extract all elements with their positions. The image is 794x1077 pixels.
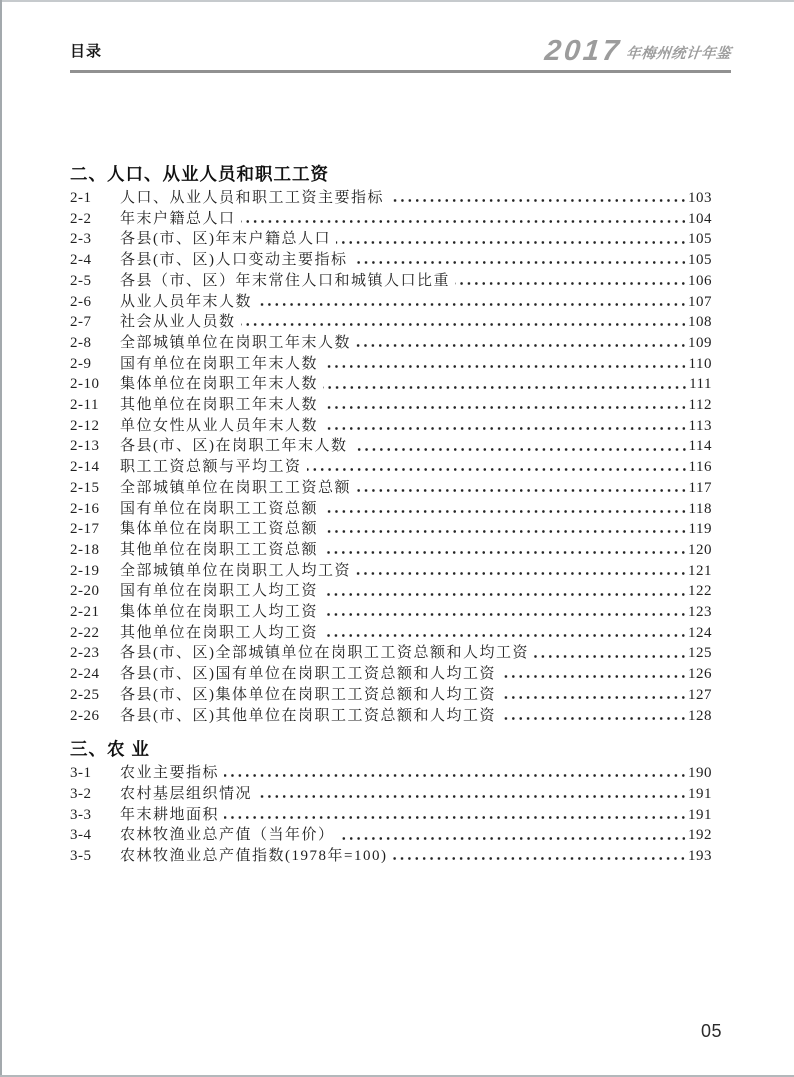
- toc-entry-row: [70, 540, 712, 561]
- toc-section: [70, 739, 712, 867]
- dot-leader-icon: [501, 664, 688, 685]
- entry-title: 集体单位在岗职工人均工资: [120, 604, 319, 621]
- entry-page: 122: [688, 583, 712, 600]
- dot-leader-icon: [336, 229, 688, 250]
- entry-page: 116: [688, 459, 712, 476]
- dot-leader-icon: [224, 763, 688, 784]
- entry-page: 108: [688, 314, 712, 331]
- toc-section: [70, 164, 712, 726]
- toc-entry-row: [70, 416, 712, 437]
- entry-page: 121: [688, 562, 712, 579]
- entry-number: 2-26: [70, 707, 100, 724]
- toc-sections: [70, 164, 712, 867]
- entry-page: 125: [688, 645, 712, 662]
- toc-entry-row: [70, 561, 712, 582]
- entry-title: 从业人员年末人数: [120, 293, 253, 310]
- toc-entry-row: [70, 602, 712, 623]
- entry-title: 其他单位在岗职工工资总额: [120, 541, 319, 558]
- toc-entry-row: [70, 374, 712, 395]
- entry-page: 114: [688, 438, 712, 455]
- yearbook-logo-year: 2017: [543, 35, 624, 67]
- toc-entry-row: [70, 209, 712, 230]
- scan-edge-left: [0, 0, 2, 1077]
- page-number: 05: [701, 1021, 723, 1041]
- dot-leader-icon: [323, 519, 689, 540]
- entry-title: 各县(市、区)国有单位在岗职工工资总额和人均工资: [120, 666, 496, 683]
- entry-page: 191: [688, 806, 712, 823]
- dot-leader-icon: [323, 374, 689, 395]
- entry-title: 农林牧渔业总产值（当年价）: [120, 827, 335, 844]
- toc-entry-row: [70, 333, 712, 354]
- dot-leader-icon: [323, 499, 689, 520]
- section-title: 三、农 业: [70, 739, 150, 760]
- dot-leader-icon: [323, 602, 688, 623]
- dot-leader-icon: [392, 846, 688, 867]
- toc-entry-row: [70, 354, 712, 375]
- dot-leader-icon: [340, 825, 688, 846]
- entry-number: 2-10: [70, 376, 100, 393]
- entry-page: 109: [688, 334, 712, 351]
- dot-leader-icon: [356, 478, 689, 499]
- entry-page: 117: [688, 479, 712, 496]
- entry-number: 2-7: [70, 314, 92, 331]
- entry-title: 职工工资总额与平均工资: [120, 459, 302, 476]
- entry-number: 2-21: [70, 604, 100, 621]
- entry-number: 2-8: [70, 334, 92, 351]
- entry-page: 123: [688, 604, 712, 621]
- toc-entry-row: [70, 664, 712, 685]
- entry-page: 105: [688, 252, 712, 269]
- entry-number: 2-14: [70, 459, 100, 476]
- toc-header-title: 目录: [70, 43, 103, 60]
- yearbook-logo-title: 年梅州统计年鉴: [625, 46, 732, 62]
- dot-leader-icon: [501, 706, 688, 727]
- header-rule: [70, 70, 731, 73]
- entry-number: 2-17: [70, 521, 100, 538]
- entry-page: 119: [688, 521, 712, 538]
- dot-leader-icon: [356, 333, 688, 354]
- dot-leader-icon: [307, 457, 689, 478]
- entry-title: 国有单位在岗职工年末人数: [120, 355, 319, 372]
- toc-entry-row: [70, 623, 712, 644]
- dot-leader-icon: [353, 250, 689, 271]
- entry-title: 社会从业人员数: [120, 314, 236, 331]
- dot-leader-icon: [356, 561, 688, 582]
- entry-title: 农林牧渔业总产值指数(1978年=100): [120, 848, 388, 865]
- entry-page: 127: [688, 686, 712, 703]
- toc-entry-row: [70, 436, 712, 457]
- section-entries: [70, 188, 712, 726]
- toc-entry-row: [70, 250, 712, 271]
- page-header: [70, 35, 732, 67]
- entry-number: 3-4: [70, 827, 92, 844]
- entry-number: 2-9: [70, 355, 92, 372]
- section-title: 二、人口、从业人员和职工工资: [70, 164, 329, 184]
- dot-leader-icon: [389, 188, 688, 209]
- entry-title: 全部城镇单位在岗职工工资总额: [120, 479, 352, 496]
- entry-number: 2-12: [70, 417, 100, 434]
- entry-page: 111: [689, 376, 712, 393]
- entry-title: 各县(市、区)其他单位在岗职工工资总额和人均工资: [120, 707, 496, 724]
- toc-entry-row: [70, 229, 712, 250]
- entry-number: 2-20: [70, 583, 100, 600]
- entry-title: 单位女性从业人员年末人数: [120, 417, 319, 434]
- entry-number: 2-1: [70, 190, 92, 206]
- dot-leader-icon: [323, 354, 689, 375]
- entry-title: 国有单位在岗职工人均工资: [120, 583, 319, 600]
- dot-leader-icon: [323, 623, 688, 644]
- toc-entry-row: [70, 271, 712, 292]
- toc-entry-row: [70, 499, 712, 520]
- entry-page: 120: [688, 541, 712, 558]
- entry-number: 2-19: [70, 562, 100, 579]
- entry-page: 112: [688, 397, 712, 414]
- entry-title: 集体单位在岗职工工资总额: [120, 521, 319, 538]
- entry-number: 2-5: [70, 272, 92, 289]
- section-entries: [70, 763, 712, 867]
- entry-number: 2-4: [70, 252, 92, 269]
- toc-entry-row: [70, 478, 712, 499]
- entry-number: 2-16: [70, 500, 100, 517]
- yearbook-logo: [543, 35, 732, 67]
- entry-page: 128: [688, 707, 712, 724]
- toc-entry-row: [70, 763, 712, 784]
- entry-title: 各县（市、区）年末常住人口和城镇人口比重: [120, 272, 451, 289]
- entry-page: 103: [688, 190, 712, 206]
- entry-title: 全部城镇单位在岗职工人均工资: [120, 562, 352, 579]
- entry-number: 2-13: [70, 438, 100, 455]
- entry-title: 年末户籍总人口: [120, 210, 236, 227]
- entry-number: 2-11: [70, 397, 99, 414]
- toc-entry-row: [70, 784, 712, 805]
- entry-number: 2-3: [70, 231, 92, 248]
- toc-entry-row: [70, 581, 712, 602]
- entry-title: 各县(市、区)全部城镇单位在岗职工工资总额和人均工资: [120, 645, 529, 662]
- entry-number: 3-5: [70, 848, 92, 865]
- entry-page: 104: [688, 210, 712, 227]
- entry-page: 126: [688, 666, 712, 683]
- entry-number: 2-18: [70, 541, 100, 558]
- toc-entry-row: [70, 395, 712, 416]
- entry-title: 其他单位在岗职工年末人数: [120, 397, 319, 414]
- entry-title: 各县(市、区)年末户籍总人口: [120, 231, 331, 248]
- toc-entry-row: [70, 312, 712, 333]
- dot-leader-icon: [323, 416, 689, 437]
- toc-entry-row: [70, 706, 712, 727]
- dot-leader-icon: [241, 312, 688, 333]
- dot-leader-icon: [353, 436, 689, 457]
- entry-page: 192: [688, 827, 712, 844]
- entry-number: 3-3: [70, 806, 92, 823]
- dot-leader-icon: [534, 643, 688, 664]
- entry-title: 人口、从业人员和职工工资主要指标: [120, 190, 385, 206]
- entry-number: 2-15: [70, 479, 100, 496]
- dot-leader-icon: [257, 292, 688, 313]
- toc-entry-row: [70, 805, 712, 826]
- entry-page: 193: [688, 848, 712, 865]
- entry-page: 113: [688, 417, 712, 434]
- dot-leader-icon: [323, 581, 688, 602]
- dot-leader-icon: [455, 271, 688, 292]
- entry-title: 国有单位在岗职工工资总额: [120, 500, 319, 517]
- entry-number: 2-25: [70, 686, 100, 703]
- toc-entry-row: [70, 457, 712, 478]
- entry-title: 年末耕地面积: [120, 806, 220, 823]
- toc-entry-row: [70, 825, 712, 846]
- entry-page: 110: [688, 355, 712, 372]
- entry-page: 191: [688, 785, 712, 802]
- toc-entry-row: [70, 519, 712, 540]
- entry-number: 3-1: [70, 765, 92, 782]
- dot-leader-icon: [323, 395, 689, 416]
- entry-page: 105: [688, 231, 712, 248]
- entry-number: 2-6: [70, 293, 92, 310]
- toc-entry-row: [70, 292, 712, 313]
- entry-title: 集体单位在岗职工年末人数: [120, 376, 319, 393]
- dot-leader-icon: [257, 784, 688, 805]
- toc-entry-row: [70, 685, 712, 706]
- entry-title: 农村基层组织情况: [120, 785, 253, 802]
- toc-entry-row: [70, 188, 712, 209]
- dot-leader-icon: [241, 209, 688, 230]
- entry-title: 农业主要指标: [120, 765, 220, 782]
- entry-number: 2-23: [70, 645, 100, 662]
- entry-page: 124: [688, 624, 712, 641]
- entry-number: 2-2: [70, 210, 92, 227]
- dot-leader-icon: [323, 540, 688, 561]
- entry-page: 107: [688, 293, 712, 310]
- dot-leader-icon: [501, 685, 688, 706]
- entry-title: 各县(市、区)在岗职工年末人数: [120, 438, 348, 455]
- entry-number: 2-24: [70, 666, 100, 683]
- entry-title: 各县(市、区)人口变动主要指标: [120, 252, 348, 269]
- entry-title: 全部城镇单位在岗职工年末人数: [120, 334, 352, 351]
- entry-number: 2-22: [70, 624, 100, 641]
- entry-title: 各县(市、区)集体单位在岗职工工资总额和人均工资: [120, 686, 496, 703]
- dot-leader-icon: [224, 805, 688, 826]
- entry-title: 其他单位在岗职工人均工资: [120, 624, 319, 641]
- scan-edge-top: [0, 0, 794, 2]
- entry-page: 190: [688, 765, 712, 782]
- entry-page: 106: [688, 272, 712, 289]
- entry-number: 3-2: [70, 785, 92, 802]
- entry-page: 118: [688, 500, 712, 517]
- toc-entry-row: [70, 846, 712, 867]
- toc-entry-row: [70, 643, 712, 664]
